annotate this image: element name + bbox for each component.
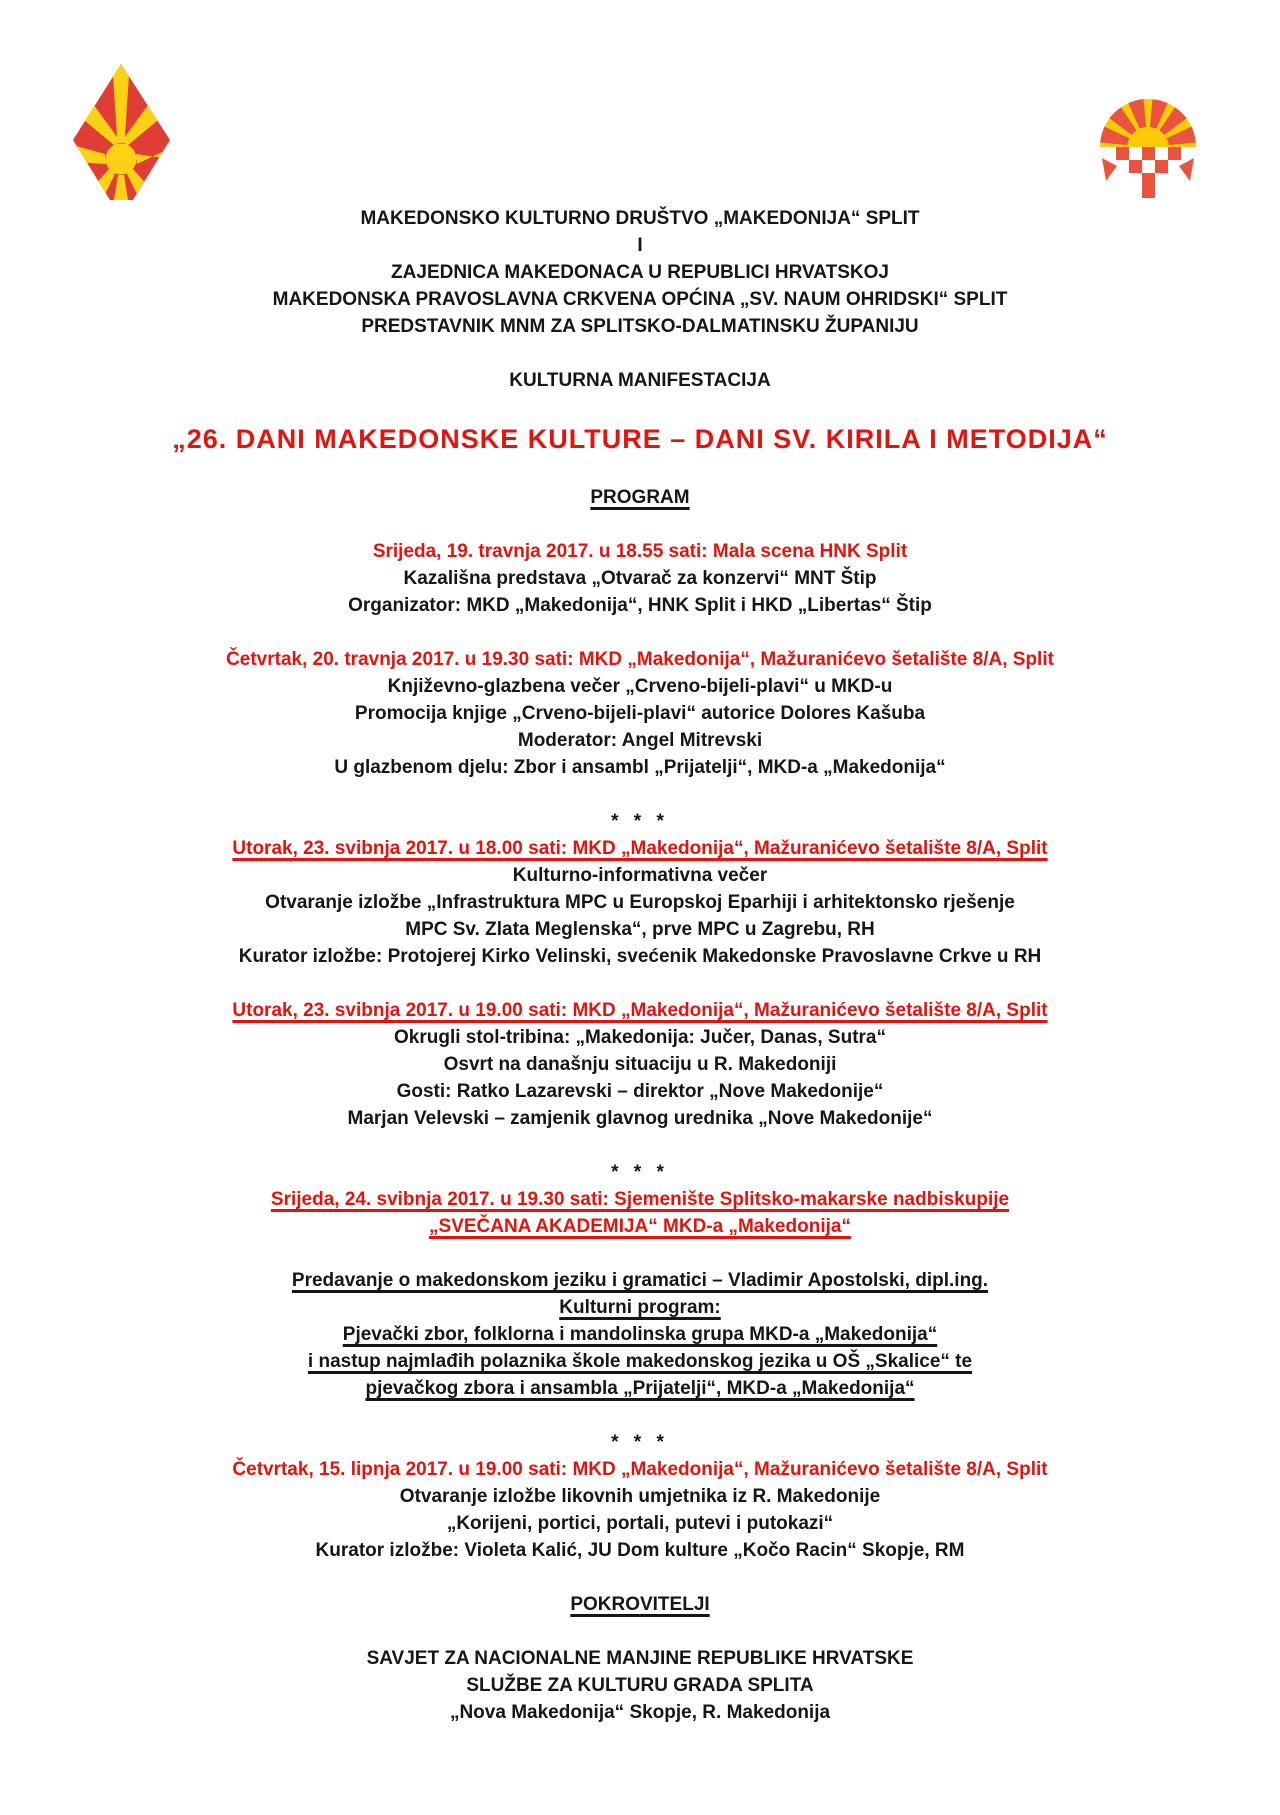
event-type-line: KULTURNA MANIFESTACIJA <box>509 370 771 391</box>
org-name-line: MAKEDONSKA PRAVOSLAVNA CRKVENA OPĆINA „SV. NAUM OHRIDSKI“ SPLIT <box>272 289 1008 310</box>
separator: * * * <box>611 1162 669 1183</box>
org-name-line: ZAJEDNICA MAKEDONACA U REPUBLICI HRVATSKOJ <box>391 262 889 283</box>
event-detail-line: Kurator izložbe: Protojerej Kirko Velinski, svećenik Makedonske Pravoslavne Crkve u RH <box>238 946 1042 967</box>
page-title: „26. DANI MAKEDONSKE KULTURE – DANI SV. KIRILA I METODIJA“ <box>172 424 1108 454</box>
event-detail-line: pjevačkog zbora i ansambla „Prijatelji“, MKD-a „Makedonija“ <box>365 1378 915 1399</box>
event-detail-line: Otvaranje izložbe „Infrastruktura MPC u Europskoj Eparhiji i arhitektonsko rješenje <box>265 892 1015 913</box>
event-detail-line: Organizator: MKD „Makedonija“, HNK Split i HKD „Libertas“ Štip <box>348 595 932 616</box>
event-detail-line: Osvrt na današnju situaciju u R. Makedoniji <box>443 1054 837 1075</box>
event-date-line: Srijeda, 24. svibnja 2017. u 19.30 sati: Sjemenište Splitsko-makarske nadbiskupije <box>270 1189 1010 1210</box>
event-detail-line: Marjan Velevski – zamjenik glavnog urednika „Nove Makedonije“ <box>347 1108 933 1129</box>
section-heading: PROGRAM <box>590 487 690 508</box>
sun-over-checkerboard-emblem <box>1098 90 1198 207</box>
org-name-line: MAKEDONSKO KULTURNO DRUŠTVO „MAKEDONIJA“ SPLIT <box>360 208 920 229</box>
section-heading: POKROVITELJI <box>570 1594 710 1615</box>
event-date-line: Četvrtak, 15. lipnja 2017. u 19.00 sati: MKD „Makedonija“, Mažuranićevo šetalište 8/A, Split <box>232 1459 1048 1480</box>
event-detail-line: Pjevački zbor, folklorna i mandolinska grupa MKD-a „Makedonija“ <box>342 1324 938 1345</box>
sponsor-line: SLUŽBE ZA KULTURU GRADA SPLITA <box>466 1675 814 1696</box>
event-detail-line: Kazališna predstava „Otvarač za konzervi“ MNT Štip <box>403 568 877 589</box>
sponsor-line: „Nova Makedonija“ Skopje, R. Makedonija <box>449 1702 831 1723</box>
event-detail-line: Kulturni program: <box>559 1297 721 1318</box>
event-detail-line: Otvaranje izložbe likovnih umjetnika iz R. Makedonije <box>399 1486 881 1507</box>
event-date-line: Srijeda, 19. travnja 2017. u 18.55 sati: Mala scena HNK Split <box>372 541 908 562</box>
event-detail-line: U glazbenom djelu: Zbor i ansambl „Prijatelji“, MKD-a „Makedonija“ <box>334 757 946 778</box>
org-name-line: PREDSTAVNIK MNM ZA SPLITSKO-DALMATINSKU ŽUPANIJU <box>361 316 919 337</box>
event-detail-line: Kurator izložbe: Violeta Kalić, JU Dom kulture „Kočo Racin“ Skopje, RM <box>315 1540 965 1561</box>
event-detail-line: „Korijeni, portici, portali, putevi i putokazi“ <box>446 1513 834 1534</box>
event-date-line: Utorak, 23. svibnja 2017. u 19.00 sati: MKD „Makedonija“, Mažuranićevo šetalište 8/A, Split <box>232 1000 1048 1021</box>
event-date-line: Četvrtak, 20. travnja 2017. u 19.30 sati: MKD „Makedonija“, Mažuranićevo šetalište 8/A, Split <box>226 649 1054 670</box>
diamond-sun-icon <box>73 64 170 200</box>
separator: * * * <box>611 1432 669 1453</box>
event-detail-line: MPC Sv. Zlata Meglenska“, prve MPC u Zagrebu, RH <box>405 919 875 940</box>
event-detail-line: Promocija knjige „Crveno-bijeli-plavi“ autorice Dolores Kašuba <box>354 703 926 724</box>
sponsor-line: SAVJET ZA NACIONALNE MANJINE REPUBLIKE HRVATSKE <box>366 1648 914 1669</box>
event-detail-line: Moderator: Angel Mitrevski <box>517 730 763 751</box>
document-body <box>0 205 1280 1726</box>
event-detail-line: i nastup najmlađih polaznika škole makedonskog jezika u OŠ „Skalice“ te <box>307 1351 973 1372</box>
macedonian-sun-diamond-emblem <box>73 64 170 205</box>
event-detail-line: Književno-glazbena večer „Crveno-bijeli-plavi“ u MKD-u <box>387 676 893 697</box>
event-detail-line: Okrugli stol-tribina: „Makedonija: Jučer, Danas, Sutra“ <box>394 1027 886 1048</box>
event-date-line: Utorak, 23. svibnja 2017. u 18.00 sati: MKD „Makedonija“, Mažuranićevo šetalište 8/A, Split <box>232 838 1048 859</box>
event-detail-line: Gosti: Ratko Lazarevski – direktor „Nove Makedonije“ <box>396 1081 884 1102</box>
sun-checkerboard-icon <box>1098 90 1198 202</box>
org-name-line: I <box>637 235 643 256</box>
event-detail-line: Predavanje o makedonskom jeziku i gramatici – Vladimir Apostolski, dipl.ing. <box>291 1270 989 1291</box>
event-detail-line: Kulturno-informativna večer <box>512 865 768 886</box>
separator: * * * <box>611 811 669 832</box>
event-date-line: „SVEČANA AKADEMIJA“ MKD-a „Makedonija“ <box>429 1216 851 1237</box>
